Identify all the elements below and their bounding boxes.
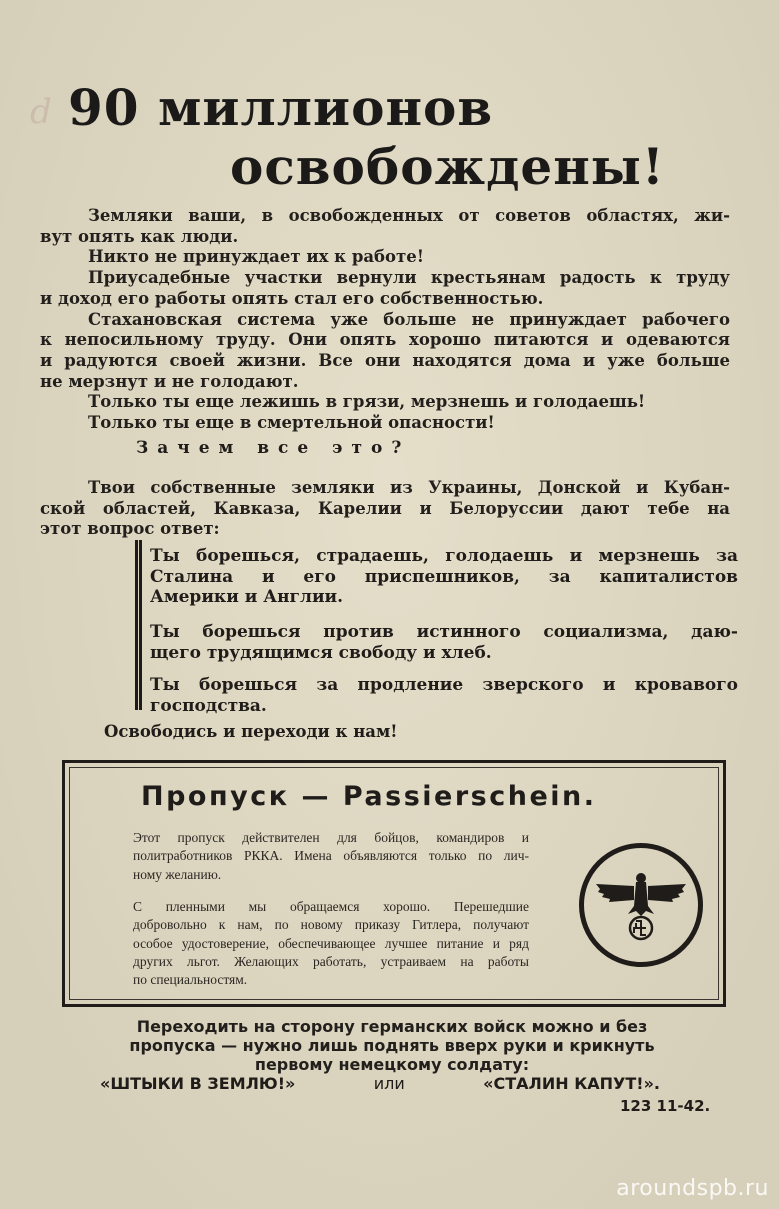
pass-line: ному желанию. [133,866,222,882]
pass-paragraph-2 [133,898,529,989]
intro-line: и радуются своей жизни. Все они находятся дома и уже больше [40,350,730,370]
headline-line-2: освобождены! [230,137,665,196]
eagle-emblem-icon [579,843,703,967]
pass-line: С пленными мы обращаемся хорошо. Перешедшие [133,899,529,914]
double-vertical-rule [135,540,142,710]
intro-line: не мерзнут и не голодают. [40,371,299,391]
intro-text [40,206,730,434]
answer-intro-line: ской областей, Кавказа, Карелии и Белоруссии дают тебе на [40,498,730,518]
answer-point-3 [150,675,738,716]
answer-point-line: Сталина и его приспешников, за капиталистов [150,566,738,587]
question-heading: Зачем все это? [136,438,411,458]
footer-line: Переходить на сторону германских войск можно и без [136,1017,648,1036]
footer-line: первому немецкому солдату: [254,1055,530,1074]
site-watermark: aroundspb.ru [616,1176,769,1201]
answer-point-line: щего трудящимся свободу и хлеб. [150,642,492,663]
intro-line: Только ты еще лежишь в грязи, мерзнешь и голодаешь! [88,392,646,412]
leaflet-code: 123 11-42. [620,1097,711,1115]
slogan-or: или [373,1074,405,1093]
intro-line: Только ты еще в смертельной опасности! [88,413,495,433]
slogan-bayonets: «ШТЫКИ В ЗЕМЛЮ!» [100,1074,296,1093]
pass-line: других льгот. Желающих работать, устраиваем на работы [133,953,529,969]
pass-line: особое удостоверение, обеспечивающее лучшее питание и ряд [133,935,529,951]
answer-point-line: Америки и Англии. [150,587,344,607]
intro-line: и доход его работы опять стал его собственностью. [40,288,544,308]
intro-line: Никто не принуждает их к работе! [88,247,425,267]
intro-line: к непосильному труду. Они опять хорошо питаются и одеваются [40,330,730,350]
call-to-action: Освободись и переходи к нам! [104,722,398,741]
answer-intro-line: Твои собственные земляки из Украины, Донской и Кубан- [88,478,730,497]
slogans-row [100,1074,660,1093]
pass-line: политработников РККА. Имена объявляются только по лич- [133,848,529,864]
pencil-mark: d [30,92,52,132]
headline-line-1: 90 миллионов [68,78,494,137]
pass-line: по специальностям. [133,972,248,988]
pass-coupon [62,760,726,1007]
answer-intro-line: этот вопрос ответ: [40,519,220,539]
pass-title: Пропуск — Passierschein. [141,781,597,812]
intro-line: вут опять как люди. [40,226,239,246]
answer-point-line: Ты борешься за продление зверского и кровавого [150,675,738,695]
footer-text [86,1017,698,1074]
answer-point-line: господства. [150,695,267,716]
answer-point-line: Ты борешься, страдаешь, голодаешь и мерзнешь за [150,546,738,566]
answer-point-1 [150,546,738,608]
intro-line: Приусадебные участки вернули крестьянам радость к труду [88,268,730,288]
pass-line: добровольно к нам, по новому приказу Гитлера, получают [133,917,529,933]
slogan-stalin: «СТАЛИН КАПУТ!». [483,1074,660,1093]
pass-paragraph-1 [133,829,529,884]
answer-point-2 [150,622,738,663]
pass-line: Этот пропуск действителен для бойцов, командиров и [133,830,529,845]
answer-intro-text [40,478,730,540]
intro-line: Земляки ваши, в освобожденных от советов областях, жи- [88,206,730,225]
intro-line: Стахановская система уже больше не принуждает рабочего [88,309,730,329]
answer-point-line: Ты борешься против истинного социализма, даю- [150,622,738,642]
footer-line: пропуска — нужно лишь поднять вверх руки и крикнуть [129,1036,655,1055]
